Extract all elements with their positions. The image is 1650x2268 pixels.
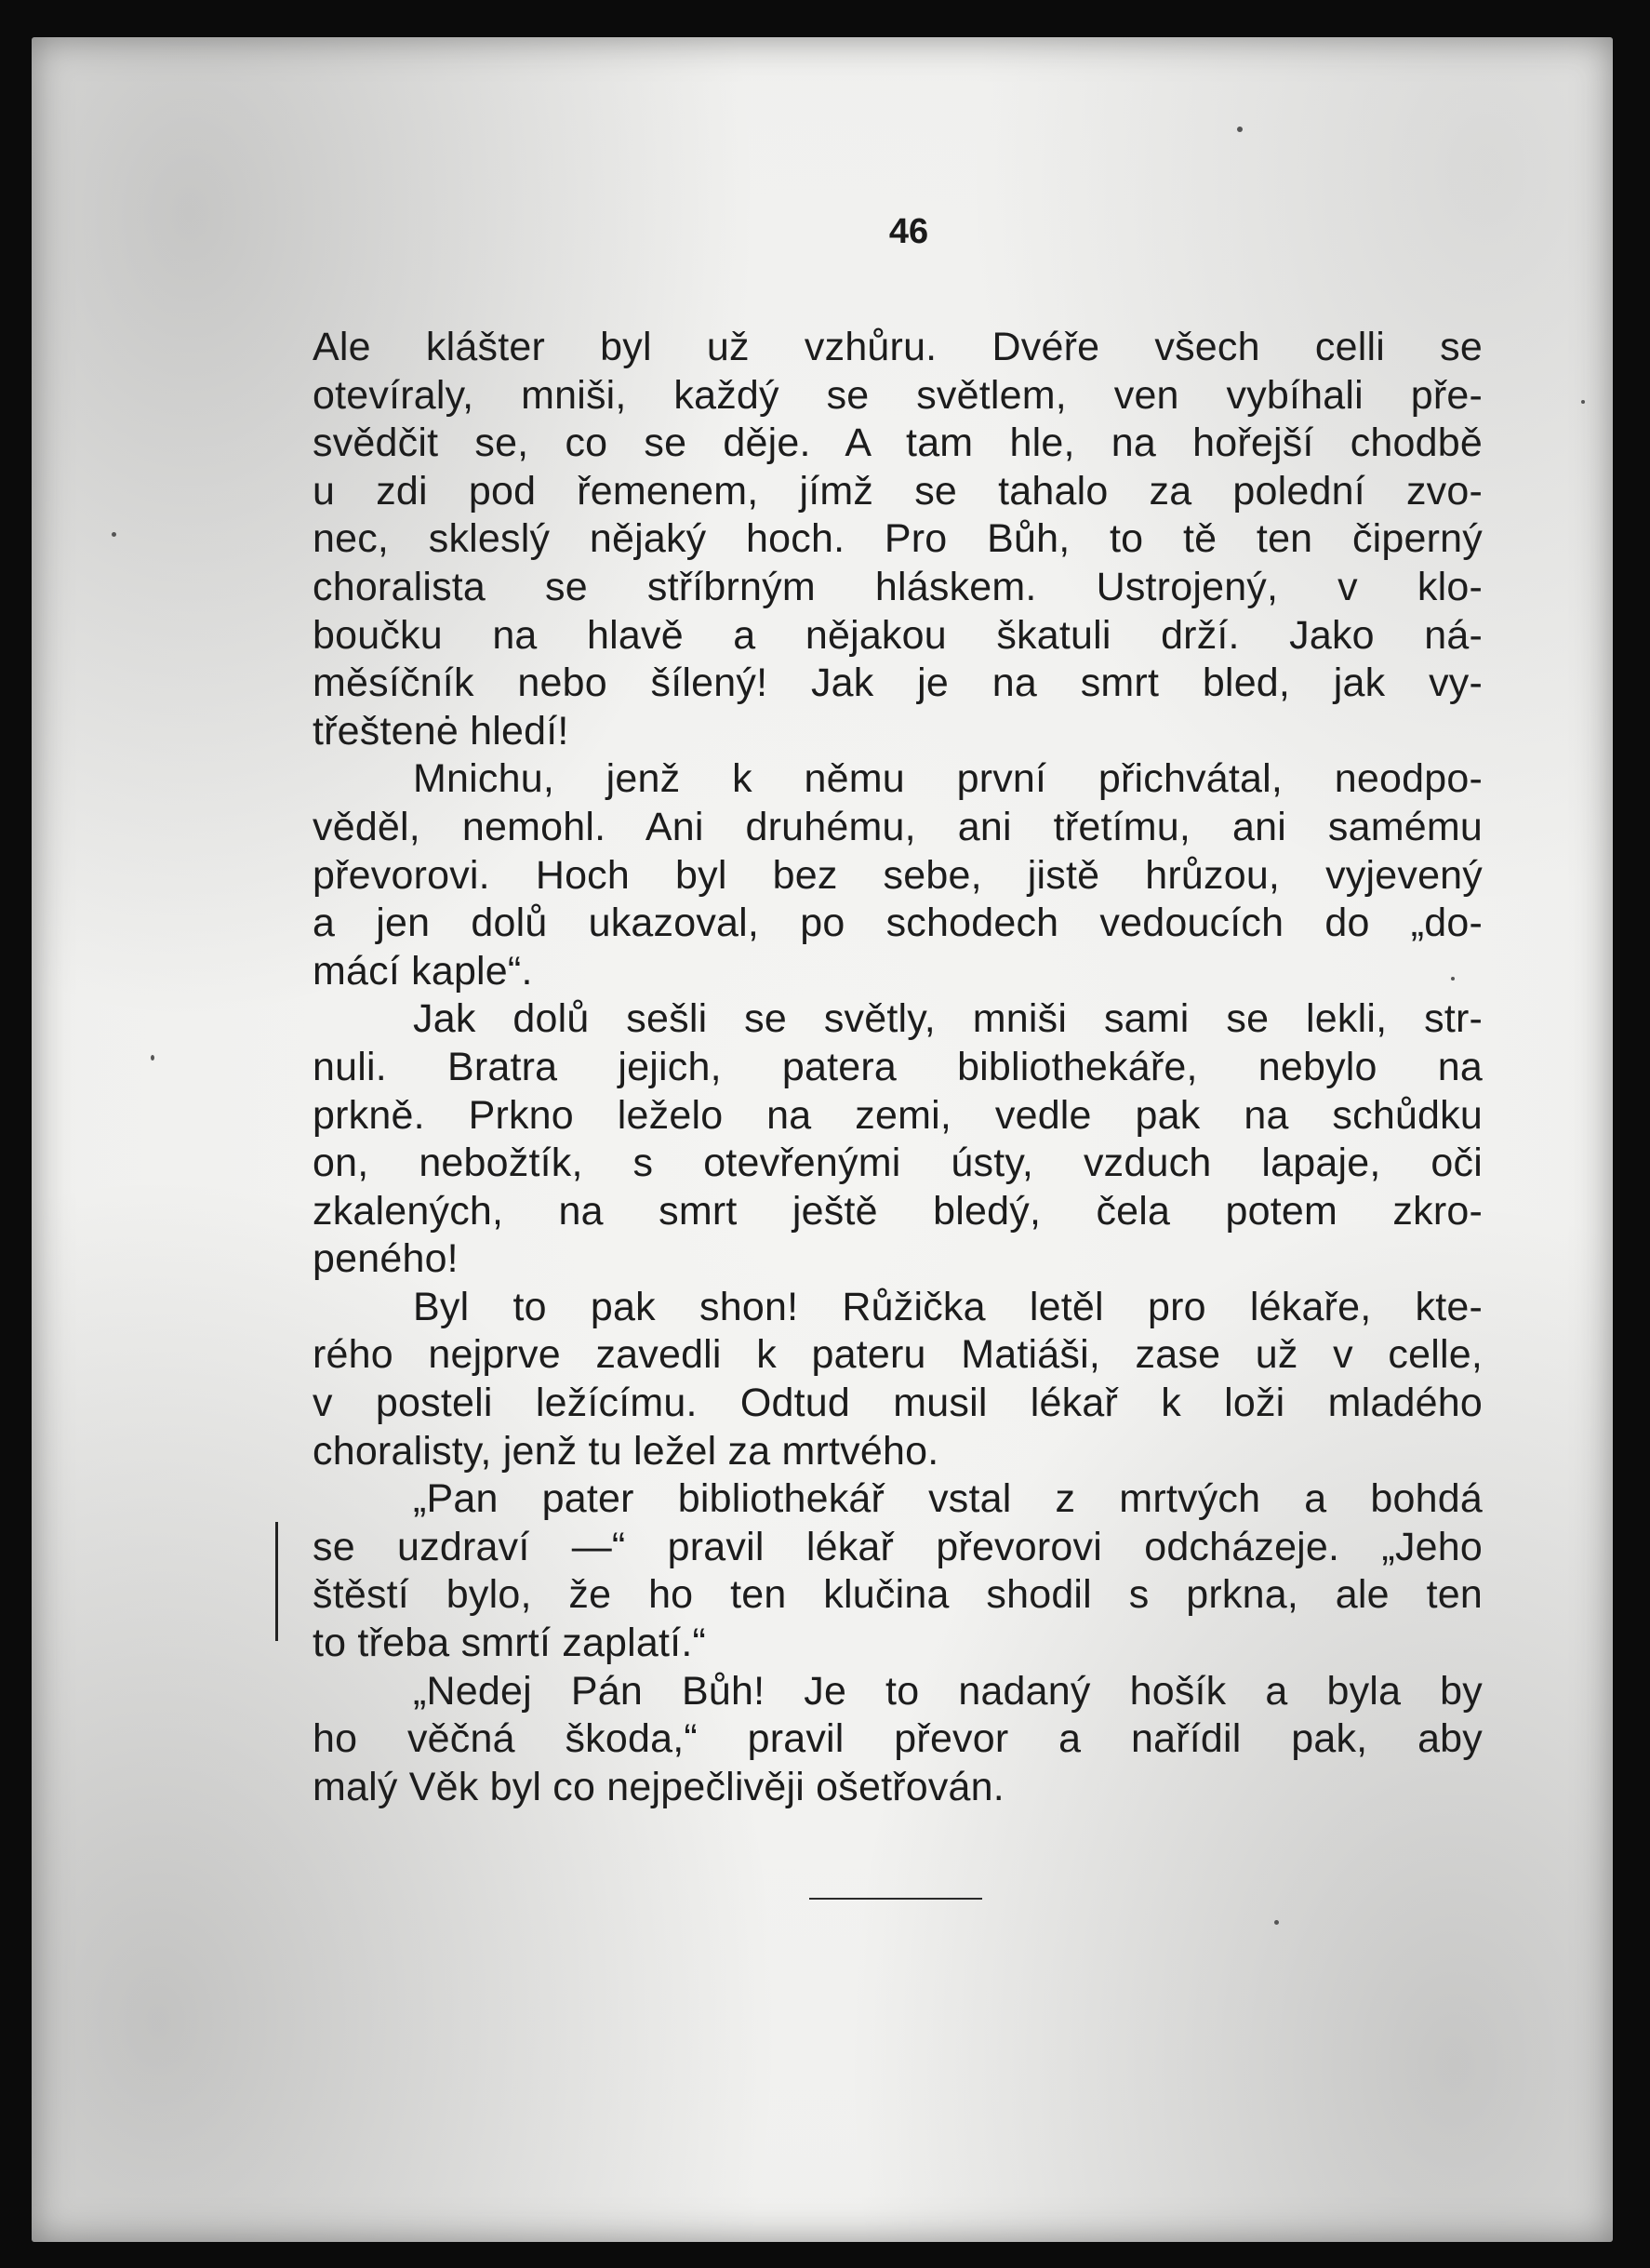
text-line: boučku na hlavě a nějakou škatuli drží. Jako ná- (313, 612, 1483, 658)
text-line: „Pan pater bibliothekář vstal z mrtvých a bohdá (413, 1476, 1483, 1522)
text-line: převorovi. Hoch byl bez sebe, jistě hrůzou, vyjevený (313, 852, 1483, 898)
text-line: Jak dolů sešli se světly, mniši sami se lekli, str- (413, 996, 1483, 1042)
text-line: u zdi pod řemenem, jímž se tahalo za polední zvo- (313, 468, 1483, 514)
text-line: a jen dolů ukazoval, po schodech vedoucích do „do- (313, 901, 1483, 946)
margin-pencil-mark (275, 1522, 278, 1641)
text-line: Byl to pak shon! Růžička letěl pro lékaře, kte- (413, 1284, 1483, 1329)
text-line: mácí kaple“. (313, 948, 533, 994)
text-line: štěstí bylo, že ho ten klučina shodil s prkna, ale ten (313, 1572, 1483, 1618)
print-speck (1237, 127, 1243, 132)
text-line: ho věčná škoda,“ pravil převor a nařídil pak, aby (313, 1716, 1483, 1762)
text-line: nec, skleslý nějaký hoch. Pro Bůh, to tě ten čiperný (313, 516, 1483, 562)
text-line: věděl, nemohl. Ani druhému, ani třetímu, ani samému (313, 804, 1483, 849)
print-speck (1581, 400, 1585, 404)
text-line: Mnichu, jenž k němu první přichvátal, neodpo- (413, 756, 1483, 802)
end-rule (809, 1898, 982, 1900)
text-line: svědčit se, co se děje. A tam hle, na hořejší chodbě (313, 420, 1483, 466)
text-line: to třeba smrtí zaplatí.“ (313, 1621, 707, 1666)
text-line: choralista se stříbrným hláskem. Ustrojený, v klo- (313, 564, 1483, 609)
text-line: se uzdraví —“ pravil lékař převorovi odcházeje. „Jeho (313, 1524, 1483, 1569)
print-speck (1274, 1920, 1279, 1925)
text-line: měsíčník nebo šílený! Jak je na smrt bled, jak vy- (313, 660, 1483, 706)
text-line: on, nebožtík, s otevřenými ústy, vzduch lapaje, oči (313, 1141, 1483, 1186)
text-line: rého nejprve zavedli k pateru Matiáši, zase už v celle, (313, 1332, 1483, 1378)
text-line: v posteli ležícímu. Odtud musil lékař k loži mladého (313, 1381, 1483, 1426)
text-line: zkalených, na smrt ještě bledý, čela potem zkro- (313, 1188, 1483, 1234)
print-speck (112, 532, 116, 537)
print-speck (151, 1055, 154, 1061)
text-line: choralisty, jenž tu ležel za mrtvého. (313, 1428, 939, 1474)
page-number: 46 (888, 212, 929, 251)
text-line: prkně. Prkno leželo na zemi, vedle pak na schůdku (313, 1092, 1483, 1138)
text-line: třeštenė hledí! (313, 708, 569, 754)
body-text (313, 324, 1483, 1811)
text-line: peného! (313, 1236, 459, 1282)
print-speck (1451, 977, 1455, 981)
text-line: otevíraly, mniši, každý se světlem, ven vybíhali pře- (313, 372, 1483, 418)
text-line: nuli. Bratra jejich, patera bibliothekáře, nebylo na (313, 1044, 1483, 1089)
text-line: „Nedej Pán Bůh! Je to nadaný hošík a byla by (413, 1668, 1483, 1714)
text-line: Ale klášter byl už vzhůru. Dvéře všech celli se (313, 325, 1483, 369)
text-line: malý Věk byl co nejpečlivěji ošetřován. (313, 1764, 1005, 1809)
